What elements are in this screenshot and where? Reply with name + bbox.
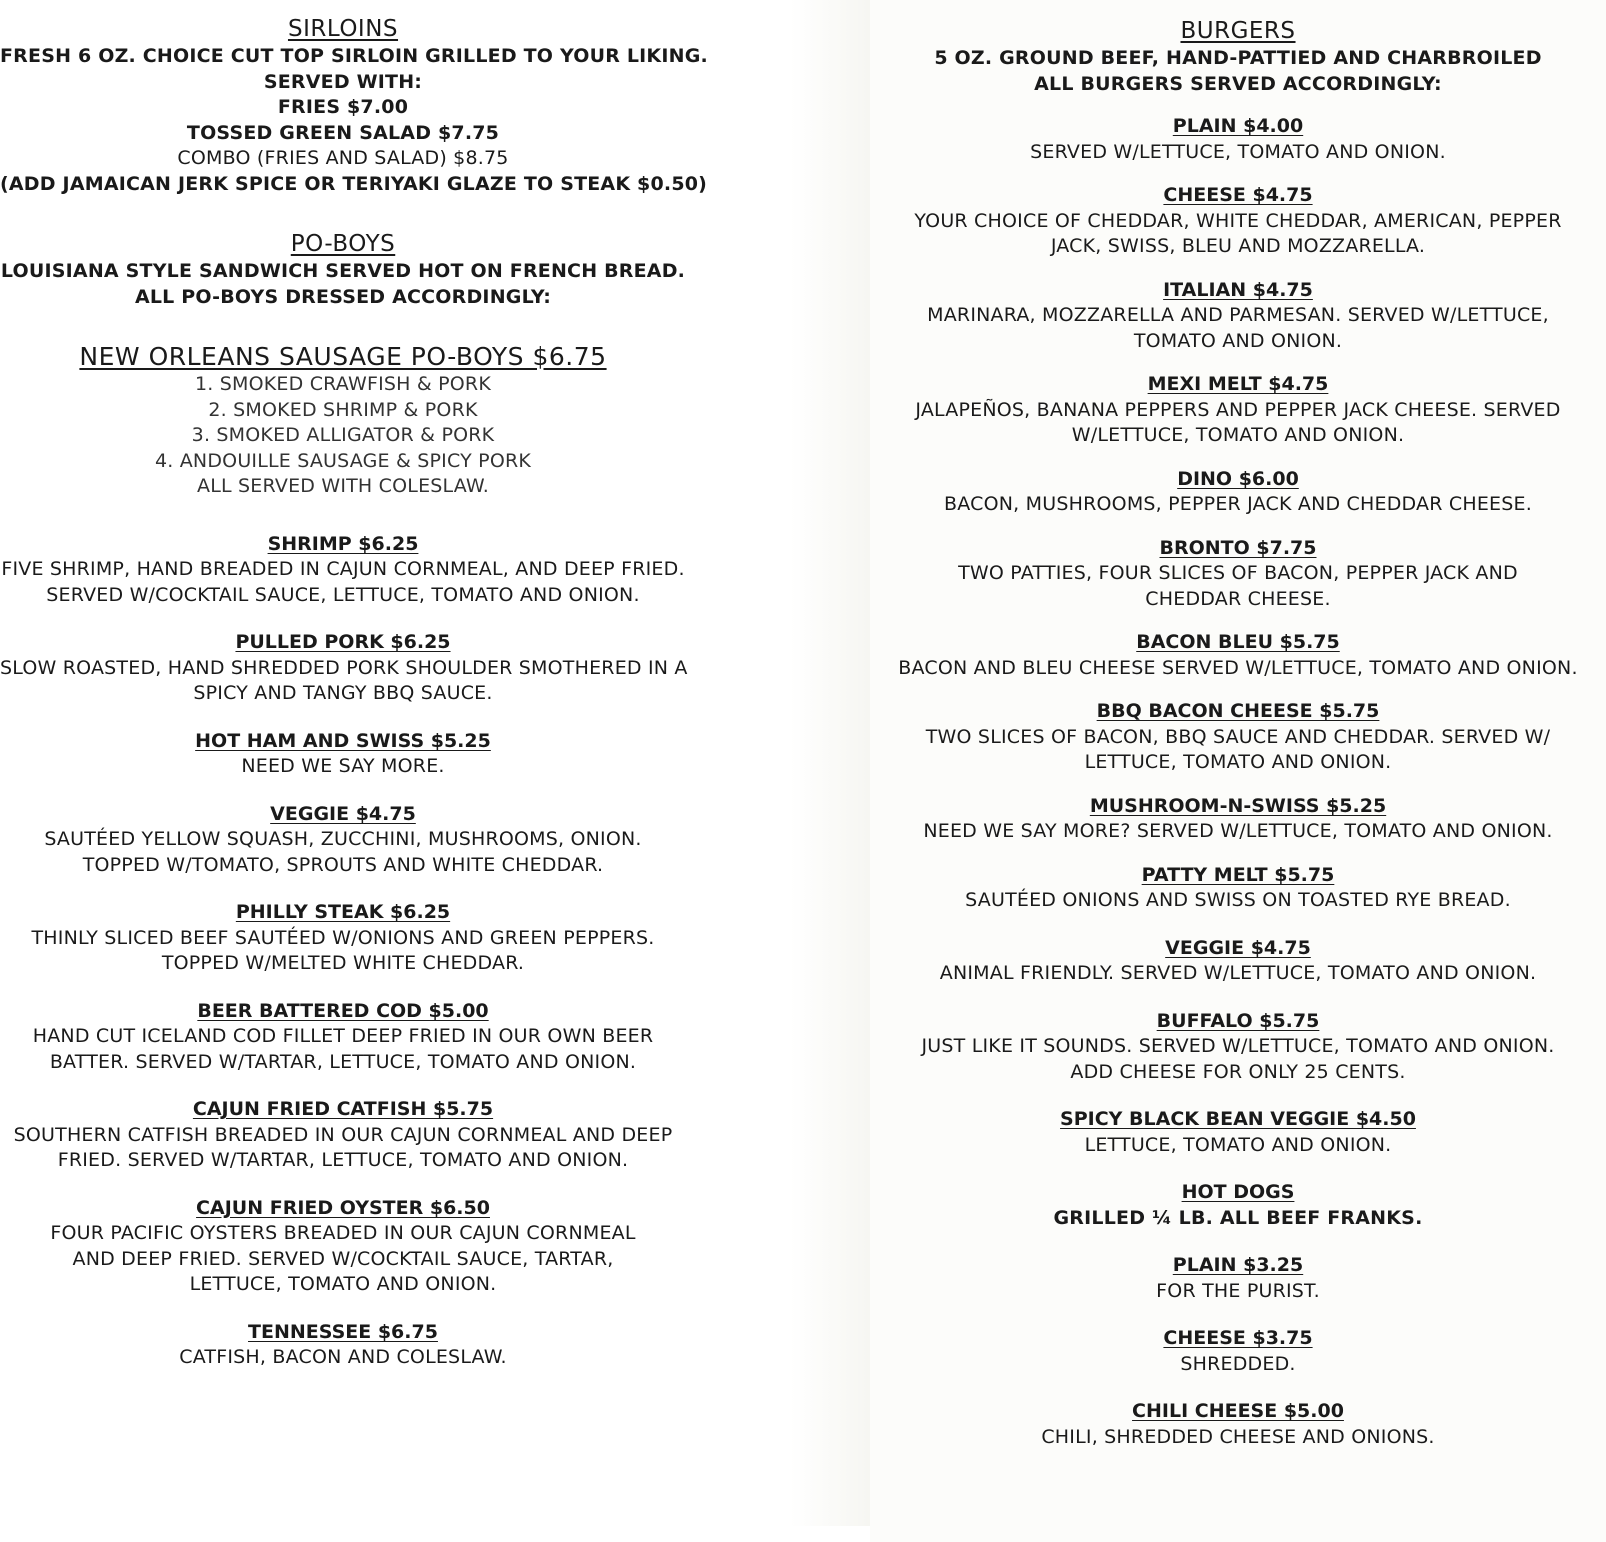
item-description: FOR THE PURIST. xyxy=(1156,1279,1320,1302)
menu-item xyxy=(0,532,686,609)
sirloins-title: SIRLOINS xyxy=(287,16,399,42)
sirloins-line: COMBO (FRIES AND SALAD) $8.75 xyxy=(177,147,509,169)
sirloins-line: TOSSED GREEN SALAD $7.75 xyxy=(186,121,500,144)
item-description: SPICY AND TANGY BBQ SAUCE. xyxy=(193,682,493,704)
sausage-line: 1. SMOKED CRAWFISH & PORK xyxy=(194,373,491,395)
item-description: TWO SLICES OF BACON, BBQ SAUCE AND CHEDDAR. SERVED W/ xyxy=(925,725,1551,748)
item-title: VEGGIE $4.75 xyxy=(1165,936,1311,959)
item-description: TOPPED W/TOMATO, SPROUTS AND WHITE CHEDDAR. xyxy=(82,853,604,876)
sirloins-line: SERVED WITH: xyxy=(263,70,423,93)
hotdogs-line: GRILLED ¼ LB. ALL BEEF FRANKS. xyxy=(1053,1206,1423,1229)
item-description: BACON, MUSHROOMS, PEPPER JACK AND CHEDDAR CHEESE. xyxy=(944,493,1532,515)
item-description: ANIMAL FRIENDLY. SERVED W/LETTUCE, TOMATO AND ONION. xyxy=(939,962,1537,984)
menu-item xyxy=(870,1253,1606,1304)
item-title: BACON BLEU $5.75 xyxy=(1136,631,1340,653)
item-description: FIVE SHRIMP, HAND BREADED IN CAJUN CORNMEAL, AND DEEP FRIED. xyxy=(1,558,685,580)
item-title: CHEESE $3.75 xyxy=(1163,1327,1313,1349)
item-description: SHREDDED. xyxy=(1180,1352,1296,1375)
item-description: JALAPEÑOS, BANANA PEPPERS AND PEPPER JACK CHEESE. SERVED xyxy=(915,398,1561,421)
item-description: CHEDDAR CHEESE. xyxy=(1145,587,1331,610)
item-description: TWO PATTIES, FOUR SLICES OF BACON, PEPPER JACK AND xyxy=(958,562,1518,584)
item-title: PATTY MELT $5.75 xyxy=(1141,863,1335,886)
item-title: BBQ BACON CHEESE $5.75 xyxy=(1096,700,1380,722)
item-description: AND DEEP FRIED. SERVED W/COCKTAIL SAUCE, TARTAR, xyxy=(72,1247,614,1270)
item-description: YOUR CHOICE OF CHEDDAR, WHITE CHEDDAR, AMERICAN, PEPPER xyxy=(914,209,1562,232)
item-title: DINO $6.00 xyxy=(1177,467,1299,490)
menu-item xyxy=(870,936,1606,987)
item-description: ADD CHEESE FOR ONLY 25 CENTS. xyxy=(1070,1060,1406,1083)
item-title: CAJUN FRIED CATFISH $5.75 xyxy=(192,1098,494,1120)
burgers-section xyxy=(870,16,1606,97)
item-description: NEED WE SAY MORE. xyxy=(241,755,445,777)
item-title: VEGGIE $4.75 xyxy=(270,802,416,825)
menu-item xyxy=(870,630,1606,681)
item-description: LETTUCE, TOMATO AND ONION. xyxy=(1084,751,1392,773)
sirloins-section xyxy=(0,14,708,197)
item-title: BUFFALO $5.75 xyxy=(1156,1009,1320,1032)
item-title: ITALIAN $4.75 xyxy=(1163,278,1313,301)
item-description: JUST LIKE IT SOUNDS. SERVED W/LETTUCE, TOMATO AND ONION. xyxy=(921,1035,1555,1057)
menu-item xyxy=(870,536,1606,613)
item-description: SERVED W/COCKTAIL SAUCE, LETTUCE, TOMATO AND ONION. xyxy=(46,583,640,606)
item-title: PLAIN $4.00 xyxy=(1172,115,1304,137)
item-description: FOUR PACIFIC OYSTERS BREADED IN OUR CAJUN CORNMEAL xyxy=(50,1222,636,1244)
menu-item xyxy=(0,1097,686,1174)
menu-item xyxy=(870,1326,1606,1377)
item-title: MEXI MELT $4.75 xyxy=(1147,373,1329,395)
item-title: SPICY BLACK BEAN VEGGIE $4.50 xyxy=(1060,1108,1416,1130)
menu-item xyxy=(0,729,686,780)
item-description: HAND CUT ICELAND COD FILLET DEEP FRIED IN OUR OWN BEER xyxy=(32,1025,654,1047)
menu-item xyxy=(0,999,686,1076)
item-title: TENNESSEE $6.75 xyxy=(248,1320,438,1343)
right-column xyxy=(870,0,1606,1542)
menu-item xyxy=(0,630,686,707)
item-description: CHILI, SHREDDED CHEESE AND ONIONS. xyxy=(1041,1425,1435,1448)
item-description: CATFISH, BACON AND COLESLAW. xyxy=(179,1346,507,1368)
item-title: PLAIN $3.25 xyxy=(1172,1254,1304,1276)
sausage-title: NEW ORLEANS SAUSAGE PO-BOYS $6.75 xyxy=(79,342,607,371)
sausage-section xyxy=(0,342,686,500)
menu-item xyxy=(870,863,1606,914)
item-title: BRONTO $7.75 xyxy=(1159,536,1317,559)
menu-item xyxy=(870,467,1606,518)
left-column xyxy=(0,0,708,1540)
poboys-line: ALL PO-BOYS DRESSED ACCORDINGLY: xyxy=(134,285,552,308)
sirloins-line: FRESH 6 OZ. CHOICE CUT TOP SIRLOIN GRILLED TO YOUR LIKING. xyxy=(0,45,708,67)
menu-item xyxy=(0,1320,686,1371)
menu-item xyxy=(870,1009,1606,1086)
burgers-line: ALL BURGERS SERVED ACCORDINGLY: xyxy=(1034,72,1442,95)
item-description: SOUTHERN CATFISH BREADED IN OUR CAJUN CORNMEAL AND DEEP xyxy=(13,1123,673,1146)
menu-item xyxy=(870,699,1606,776)
hotdogs-title: HOT DOGS xyxy=(1181,1181,1295,1203)
item-description: FRIED. SERVED W/TARTAR, LETTUCE, TOMATO AND ONION. xyxy=(57,1149,629,1171)
item-description: SERVED W/LETTUCE, TOMATO AND ONION. xyxy=(1030,140,1446,163)
menu-item xyxy=(870,1399,1606,1450)
item-description: LETTUCE, TOMATO AND ONION. xyxy=(1084,1133,1392,1156)
menu-item xyxy=(870,114,1606,165)
menu-item xyxy=(0,900,686,977)
item-description: BACON AND BLEU CHEESE SERVED W/LETTUCE, TOMATO AND ONION. xyxy=(898,656,1578,679)
menu-item xyxy=(870,183,1606,260)
menu-item xyxy=(870,1107,1606,1158)
item-title: MUSHROOM-N-SWISS $5.25 xyxy=(1089,794,1387,817)
burgers-line: 5 OZ. GROUND BEEF, HAND-PATTIED AND CHARBROILED xyxy=(934,47,1542,69)
menu-item xyxy=(0,802,686,879)
item-title: PHILLY STEAK $6.25 xyxy=(235,901,451,923)
item-title: CHILI CHEESE $5.00 xyxy=(1132,1400,1344,1422)
item-title: CAJUN FRIED OYSTER $6.50 xyxy=(196,1196,490,1219)
item-description: TOPPED W/MELTED WHITE CHEDDAR. xyxy=(161,952,525,974)
item-title: PULLED PORK $6.25 xyxy=(235,631,451,653)
item-title: HOT HAM AND SWISS $5.25 xyxy=(195,729,491,752)
sausage-line: 3. SMOKED ALLIGATOR & PORK xyxy=(191,424,495,446)
menu-item xyxy=(870,372,1606,449)
burgers-title: BURGERS xyxy=(1180,18,1296,44)
hotdogs-section xyxy=(870,1180,1606,1231)
page-fold xyxy=(790,0,870,1526)
sausage-line: 2. SMOKED SHRIMP & PORK xyxy=(208,398,478,421)
item-description: SAUTÉED YELLOW SQUASH, ZUCCHINI, MUSHROOMS, ONION. xyxy=(44,828,642,850)
poboys-section xyxy=(0,229,686,310)
sausage-line: 4. ANDOUILLE SAUSAGE & SPICY PORK xyxy=(154,449,532,472)
item-description: W/LETTUCE, TOMATO AND ONION. xyxy=(1071,424,1405,446)
item-description: TOMATO AND ONION. xyxy=(1133,329,1343,352)
item-description: LETTUCE, TOMATO AND ONION. xyxy=(189,1273,497,1295)
item-title: CHEESE $4.75 xyxy=(1163,184,1313,206)
poboys-line: LOUISIANA STYLE SANDWICH SERVED HOT ON FRENCH BREAD. xyxy=(0,260,686,282)
item-title: SHRIMP $6.25 xyxy=(267,532,419,555)
item-description: SLOW ROASTED, HAND SHREDDED PORK SHOULDER SMOTHERED IN A xyxy=(0,656,688,679)
menu-item xyxy=(870,278,1606,355)
sirloins-line: (ADD JAMAICAN JERK SPICE OR TERIYAKI GLAZE TO STEAK $0.50) xyxy=(0,172,708,195)
item-description: SAUTÉED ONIONS AND SWISS ON TOASTED RYE BREAD. xyxy=(965,889,1511,911)
item-description: BATTER. SERVED W/TARTAR, LETTUCE, TOMATO AND ONION. xyxy=(49,1050,637,1073)
item-description: JACK, SWISS, BLEU AND MOZZARELLA. xyxy=(1050,235,1426,257)
item-title: BEER BATTERED COD $5.00 xyxy=(197,999,489,1022)
item-description: THINLY SLICED BEEF SAUTÉED W/ONIONS AND GREEN PEPPERS. xyxy=(31,926,655,949)
poboys-title: PO-BOYS xyxy=(290,231,396,257)
menu-item xyxy=(0,1196,686,1298)
item-description: MARINARA, MOZZARELLA AND PARMESAN. SERVED W/LETTUCE, xyxy=(927,304,1549,326)
item-description: NEED WE SAY MORE? SERVED W/LETTUCE, TOMATO AND ONION. xyxy=(923,820,1553,842)
menu-item xyxy=(870,794,1606,845)
sausage-line: ALL SERVED WITH COLESLAW. xyxy=(197,475,489,497)
sirloins-line: FRIES $7.00 xyxy=(277,96,409,118)
